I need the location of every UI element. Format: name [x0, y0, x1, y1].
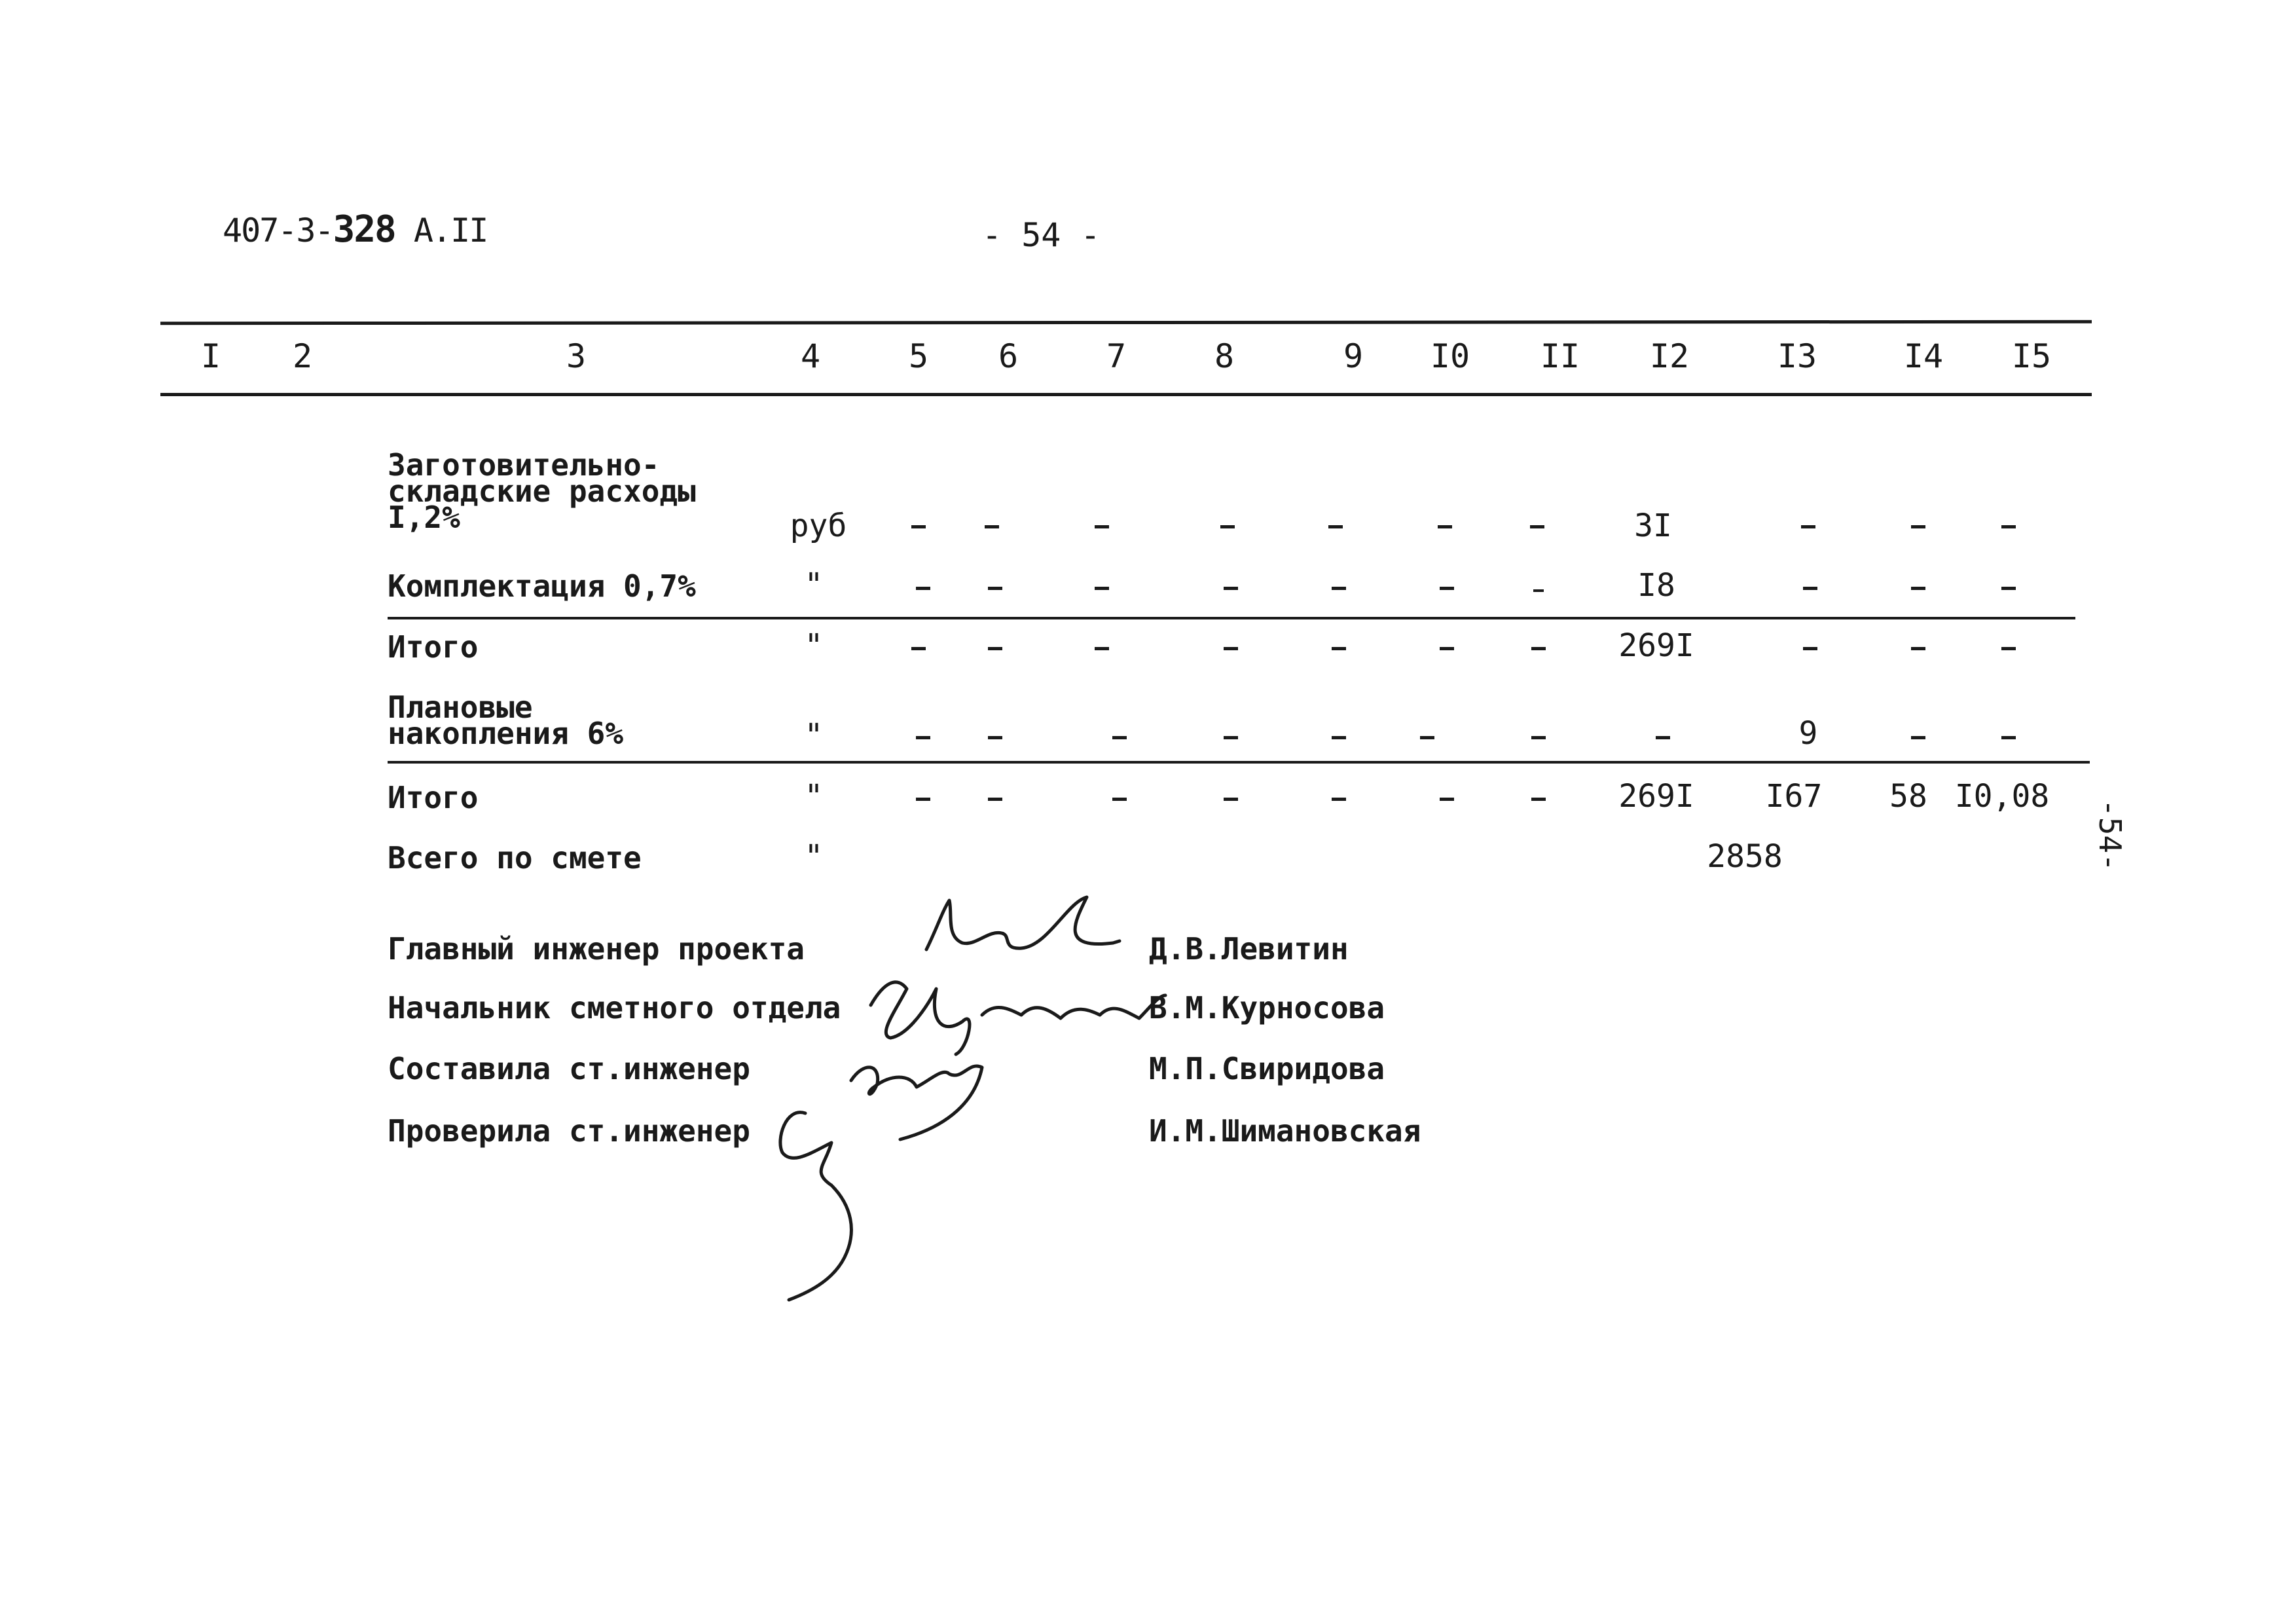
row-label-completion: Комплектация 0,7% — [388, 568, 696, 604]
row-label-planned-savings: Плановые накопления 6% — [388, 690, 624, 751]
column-number-5: 5 — [908, 337, 929, 375]
procurement-unit: руб — [790, 507, 847, 544]
completion-col12: I8 — [1637, 567, 1675, 604]
signature-role-compiler: Составила ст.инженер — [388, 1051, 750, 1086]
page-number: - 54 - — [982, 216, 1101, 254]
column-number-12: I2 — [1649, 337, 1690, 375]
signature-role-checker: Проверила ст.инженер — [388, 1113, 750, 1149]
document-code-prefix: 407-3- — [223, 212, 333, 249]
signature-kurnosova — [871, 982, 1165, 1054]
subtotal-2-unit: " — [804, 778, 824, 815]
column-number-10: I0 — [1430, 337, 1470, 375]
column-number-13: I3 — [1777, 337, 1817, 375]
column-number-11: II — [1540, 337, 1580, 375]
document-code-suffix: А.II — [413, 212, 488, 249]
margin-page-number: -54- — [2092, 799, 2128, 872]
subtotal-2-col14: 58 — [1889, 778, 1927, 815]
signature-role-estimate-head: Начальник сметного отдела — [388, 990, 841, 1025]
procurement-col12: 3I — [1634, 507, 1672, 544]
subtotal-2-col12: 269I — [1618, 778, 1694, 815]
subtotal-1-unit: " — [804, 627, 824, 664]
subtotal-1-col12: 269I — [1618, 627, 1694, 664]
column-number-2: 2 — [292, 337, 313, 375]
planned-savings-unit: " — [804, 717, 824, 754]
row-label-grand-total: Всего по смете — [388, 840, 642, 876]
row-label-subtotal-2: Итого — [388, 780, 479, 815]
column-number-8: 8 — [1214, 337, 1235, 375]
column-number-4: 4 — [800, 337, 821, 375]
grand-total-unit: " — [804, 838, 824, 875]
row-label-procurement: Заготовительно- складские расходы I,2% — [388, 447, 696, 535]
column-number-7: 7 — [1106, 337, 1127, 375]
signature-levitin — [926, 897, 1120, 950]
signature-name-checker: И.М.Шимановская — [1149, 1113, 1421, 1149]
signature-name-estimate-head: В.М.Курносова — [1149, 990, 1385, 1025]
signature-shimanovskaya — [780, 1113, 851, 1300]
signature-sviridova — [851, 1066, 982, 1139]
column-number-9: 9 — [1343, 337, 1364, 375]
subtotal-2-col15: I0,08 — [1954, 778, 2050, 815]
column-number-14: I4 — [1903, 337, 1944, 375]
subtotal-2-col13: I67 — [1765, 778, 1823, 815]
signature-name-chief-engineer: Д.В.Левитин — [1149, 931, 1349, 967]
column-number-15: I5 — [2011, 337, 2052, 375]
signature-name-compiler: М.П.Свиридова — [1149, 1051, 1385, 1086]
column-number-1: I — [200, 337, 221, 375]
planned-savings-col13: 9 — [1798, 715, 1818, 752]
row-label-subtotal-1: Итого — [388, 629, 479, 665]
grand-total-value: 2858 — [1707, 838, 1783, 875]
completion-unit: " — [804, 566, 824, 603]
signature-role-chief-engineer: Главный инженер проекта — [388, 931, 805, 967]
column-number-6: 6 — [998, 337, 1019, 375]
column-number-3: 3 — [566, 337, 587, 375]
document-code-number: 328 — [333, 208, 395, 251]
